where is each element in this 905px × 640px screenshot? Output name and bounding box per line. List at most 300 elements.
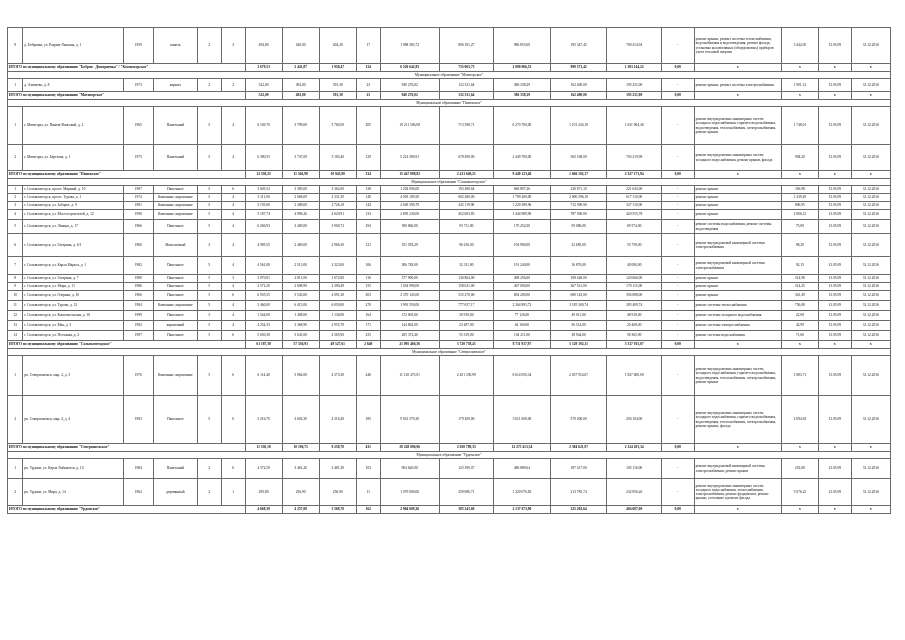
table-cell: - bbox=[661, 257, 694, 275]
table-cell: х bbox=[818, 341, 851, 349]
table-cell: ремонт системы водоснабжения bbox=[694, 331, 781, 341]
table-cell: 140 bbox=[356, 194, 380, 202]
table-cell: 787 300,00 bbox=[550, 210, 607, 220]
table-cell: 31.12.2016 bbox=[851, 301, 890, 311]
table-cell: - bbox=[661, 202, 694, 210]
table-cell: ремонт крыши bbox=[694, 202, 781, 210]
table-cell: 23 bbox=[356, 79, 380, 92]
table-cell: 5 187,74 bbox=[245, 210, 282, 220]
table-cell: 2 bbox=[8, 396, 23, 444]
table-cell: х bbox=[694, 444, 781, 452]
table-cell: 1992 bbox=[123, 321, 154, 331]
table-cell: г. Матигоры, ул. Пинеж-Вонгский, д. 2 bbox=[23, 107, 123, 145]
table-cell: 904 620,00 bbox=[380, 459, 439, 479]
table-cell: 5 bbox=[197, 321, 221, 331]
table-cell: 2 726,18 bbox=[319, 202, 356, 210]
table-cell: 55 319,00 bbox=[439, 331, 494, 341]
table-cell: 2 288,00 bbox=[282, 202, 319, 210]
table-cell: 3 720 738,41 bbox=[439, 341, 494, 349]
table-cell: 2 449 700,00 bbox=[494, 145, 551, 171]
table-cell: 666 897,26 bbox=[494, 186, 551, 194]
table-cell: 9 041 570,30 bbox=[380, 396, 439, 444]
table-cell: 3 bbox=[221, 275, 245, 283]
table-cell: 6 bbox=[221, 459, 245, 479]
table-cell: 5 460,00 bbox=[245, 301, 282, 311]
table-cell: 31.12.2016 bbox=[851, 291, 890, 301]
table-cell: 2 649 390,79 bbox=[380, 202, 439, 210]
table-cell: ремонт внутридомовых инженерных систем холодного водоснабжения, теплоснабжения, электроснабжения, ремонт фундамента, ремонт крыши, утепление и ремонт фасада bbox=[694, 479, 781, 506]
table-cell: 2 964 609,26 bbox=[380, 506, 439, 514]
table-cell: г. Сольвычегодск, ул. Мостостроителей, д. 12 bbox=[23, 210, 123, 220]
table-cell: ремонт системы холодного водоснабжения bbox=[694, 311, 781, 321]
table-row bbox=[8, 145, 891, 171]
table-cell: 3 185 300,74 bbox=[550, 301, 607, 311]
table-cell: 3 111,00 bbox=[245, 194, 282, 202]
table-cell: 8 711 937,97 bbox=[494, 341, 551, 349]
table-cell: 13.05.09 bbox=[818, 107, 851, 145]
table-cell: 162 400,00 bbox=[550, 79, 607, 92]
table-cell: 2 094,63 bbox=[781, 396, 818, 444]
table-cell: 306 748,00 bbox=[380, 257, 439, 275]
table-cell: 452 603,83 bbox=[439, 210, 494, 220]
table-cell: 385 243,60 bbox=[439, 506, 494, 514]
table-cell: 3 bbox=[221, 28, 245, 64]
table-cell: 23 487,00 bbox=[439, 321, 494, 331]
table-cell: 1984 bbox=[123, 459, 154, 479]
table-cell: Панельное bbox=[154, 396, 198, 444]
table-cell: 2 513,00 bbox=[282, 257, 319, 275]
table-cell: рп. Североонежск, мкр. 2, д. 3 bbox=[23, 356, 123, 396]
table-cell: 13.05.09 bbox=[818, 145, 851, 171]
table-cell: 195 231,00 bbox=[607, 79, 662, 92]
table-cell: 1 bbox=[8, 356, 23, 396]
table-cell: 1973 bbox=[123, 79, 154, 92]
table-cell: 4 565,90 bbox=[319, 331, 356, 341]
municipality-header-row bbox=[8, 349, 891, 356]
table-cell: 13.05.09 bbox=[818, 186, 851, 194]
table-cell: 155 bbox=[356, 283, 380, 291]
table-row bbox=[8, 257, 891, 275]
table-cell: 13.05.09 bbox=[818, 459, 851, 479]
table-cell: Панельное bbox=[154, 311, 198, 321]
table-cell: Панельное bbox=[154, 291, 198, 301]
table-cell: ремонт крыши, ремонт системы теплоснабжения, водоснабжения и водоотведения, ремонт фасада, установка коллективных (общедомовых) приборов учета тепловой энергии bbox=[694, 28, 781, 64]
table-cell: 5 bbox=[197, 257, 221, 275]
table-cell: 31.12.2016 bbox=[851, 186, 890, 194]
table-cell: Панельное bbox=[154, 331, 198, 341]
table-cell: 990 371,42 bbox=[550, 64, 607, 72]
table-cell: 49 527,61 bbox=[319, 341, 356, 349]
table-cell: - bbox=[661, 283, 694, 291]
table-cell: 31.12.2016 bbox=[851, 234, 890, 257]
table-cell: 42,99 bbox=[781, 321, 818, 331]
table-cell: 6 526 642,83 bbox=[380, 64, 439, 72]
table-cell: 12 bbox=[8, 311, 23, 321]
table-cell: 1 968 383,72 bbox=[380, 28, 439, 64]
table-cell: 1 991 550,00 bbox=[380, 301, 439, 311]
table-cell: х bbox=[694, 92, 781, 100]
table-cell: 31.12.2016 bbox=[851, 210, 890, 220]
table-cell: 2 966,30 bbox=[319, 234, 356, 257]
table-cell: 17 bbox=[356, 28, 380, 64]
municipality-title: Муниципальное образование "Сольвычегодское" bbox=[8, 179, 891, 186]
table-cell: 4 985,55 bbox=[245, 234, 282, 257]
table-cell: 5 214 589,91 bbox=[380, 145, 439, 171]
table-cell: 6 bbox=[221, 186, 245, 194]
table-cell: деревянный bbox=[154, 479, 198, 506]
table-cell: 194 900,00 bbox=[494, 234, 551, 257]
table-cell: 5 543,00 bbox=[282, 291, 319, 301]
table-cell: 53 758,00 bbox=[607, 234, 662, 257]
table-cell: 31.12.2016 bbox=[851, 275, 890, 283]
table-cell: 108 428,00 bbox=[550, 275, 607, 283]
table-cell: 121 bbox=[356, 234, 380, 257]
table-cell: 602 280,00 bbox=[439, 194, 494, 202]
table-cell: 6 bbox=[221, 291, 245, 301]
table-cell: 2 451 330,99 bbox=[439, 356, 494, 396]
table-cell: 162 bbox=[356, 506, 380, 514]
municipality-title: Муниципальное образование "Пинежское" bbox=[8, 100, 891, 107]
table-cell: 432 119,90 bbox=[439, 202, 494, 210]
total-row bbox=[8, 171, 891, 179]
table-row bbox=[8, 283, 891, 291]
table-cell: х bbox=[851, 341, 890, 349]
table-cell: 4 668,30 bbox=[245, 506, 282, 514]
table-cell: 21 095 466,36 bbox=[380, 341, 439, 349]
table-cell: д. Бобровка, ул. Разрыв-Линская, д. 1 bbox=[23, 28, 123, 64]
table-cell: 896 181,27 bbox=[439, 28, 494, 64]
table-row bbox=[8, 210, 891, 220]
table-cell: 5 747,09 bbox=[282, 145, 319, 171]
table-cell: 325 202,64 bbox=[550, 506, 607, 514]
table-cell: - bbox=[661, 210, 694, 220]
table-cell: 1 bbox=[8, 79, 23, 92]
table-cell: 61 187,38 bbox=[245, 341, 282, 349]
table-cell: 116 bbox=[356, 275, 380, 283]
total-label: ИТОГО по муниципальному образованию "Пинежское" bbox=[8, 171, 246, 179]
table-cell: рп. Урдома, ул. Карла Либкнехта, д. 10 bbox=[23, 459, 123, 479]
table-cell: 420 555,78 bbox=[607, 210, 662, 220]
table-cell: - bbox=[661, 275, 694, 283]
table-cell: 14 bbox=[8, 331, 23, 341]
table-cell: 386 338,29 bbox=[494, 79, 551, 92]
table-cell: 12 550,25 bbox=[245, 171, 282, 179]
table-cell: 187 417,00 bbox=[550, 459, 607, 479]
table-cell: 6 114,40 bbox=[245, 356, 282, 396]
table-cell: - bbox=[661, 479, 694, 506]
table-cell: 256,90 bbox=[282, 479, 319, 506]
table-cell: 294 bbox=[356, 220, 380, 234]
table-cell: 404 687,00 bbox=[607, 506, 662, 514]
table-cell: 2 441,87 bbox=[282, 64, 319, 72]
table-cell: 1997 bbox=[123, 186, 154, 194]
table-cell: 1959 bbox=[123, 28, 154, 64]
table-cell: 5 799,69 bbox=[282, 107, 319, 145]
table-cell: 1 101 434,10 bbox=[550, 107, 607, 145]
table-cell: 3 461,20 bbox=[282, 459, 319, 479]
table-cell: 172 003,00 bbox=[380, 311, 439, 321]
table-cell: 1966 bbox=[123, 220, 154, 234]
table-cell: 5 bbox=[197, 186, 221, 194]
table-cell: 2 364 893,72 bbox=[494, 301, 551, 311]
table-cell: г. Сольвычегодск, ул. Гагарина, д. 6/1 bbox=[23, 234, 123, 257]
table-cell: 334 bbox=[356, 171, 380, 179]
table-cell: 1 202 094,00 bbox=[380, 186, 439, 194]
table-cell: 1982 bbox=[123, 257, 154, 275]
table-cell: 5 bbox=[197, 283, 221, 291]
table-cell: ремонт крыши bbox=[694, 283, 781, 291]
table-cell: х bbox=[851, 506, 890, 514]
municipality-header-row bbox=[8, 72, 891, 79]
table-cell: 4 bbox=[221, 107, 245, 145]
housing-repair-table bbox=[7, 27, 891, 514]
table-cell: 179 209,00 bbox=[439, 396, 494, 444]
table-cell: 1974 bbox=[123, 194, 154, 202]
table-cell: 6 169,70 bbox=[245, 107, 282, 145]
table-cell: 6 bbox=[8, 234, 23, 257]
total-label: ИТОГО по муниципальному образованию "Североонежское" bbox=[8, 444, 246, 452]
table-cell: - bbox=[661, 301, 694, 311]
table-cell: х bbox=[781, 92, 818, 100]
table-cell: 5 bbox=[197, 107, 221, 145]
table-row bbox=[8, 79, 891, 92]
table-cell: 31.12.2016 bbox=[851, 220, 890, 234]
table-cell: 13.05.09 bbox=[818, 79, 851, 92]
table-cell: 138 bbox=[356, 186, 380, 194]
table-cell: 9 bbox=[8, 28, 23, 64]
table-cell: 420,00 bbox=[282, 28, 319, 64]
table-cell: 1981 bbox=[123, 202, 154, 210]
table-cell: 2 bbox=[197, 479, 221, 506]
table-cell: панель bbox=[154, 28, 198, 64]
table-cell: 1 631 964,40 bbox=[607, 107, 662, 145]
table-cell: 48 910,00 bbox=[607, 311, 662, 321]
table-cell: ремонт внутридомовых инженерных систем холодного водоснабжения, горячего водоснабжения, водоотведения, теплоснабжения, электроснабжения, ремонт крыши bbox=[694, 107, 781, 145]
table-cell: 22,69 bbox=[781, 311, 818, 321]
table-cell: 1 320 076,83 bbox=[494, 479, 551, 506]
table-cell: 20 408,00 bbox=[607, 321, 662, 331]
table-cell: - bbox=[661, 356, 694, 396]
table-cell: 5 216,70 bbox=[245, 396, 282, 444]
table-cell: 92,15 bbox=[781, 257, 818, 275]
table-row bbox=[8, 234, 891, 257]
table-cell: 2 080 066,51 bbox=[494, 64, 551, 72]
table-row bbox=[8, 479, 891, 506]
table-cell: Панельное bbox=[154, 257, 198, 275]
table-cell: 5 bbox=[8, 220, 23, 234]
table-cell: 11 bbox=[8, 301, 23, 311]
table-cell: 4 bbox=[221, 321, 245, 331]
table-cell: 13.05.09 bbox=[818, 331, 851, 341]
table-cell: 2 bbox=[221, 79, 245, 92]
table-cell: г. Сольвычегодск, ул. Карла Маркса, д. 1 bbox=[23, 257, 123, 275]
table-cell: 12 275 413,34 bbox=[494, 444, 551, 452]
table-cell: - bbox=[661, 220, 694, 234]
table-cell: 1999 bbox=[123, 311, 154, 321]
table-cell: 49 011,00 bbox=[550, 311, 607, 321]
table-cell: х bbox=[694, 64, 781, 72]
table-cell: х bbox=[781, 64, 818, 72]
table-cell: - bbox=[661, 459, 694, 479]
table-cell: - bbox=[661, 145, 694, 171]
table-cell: 986 855,00 bbox=[494, 28, 551, 64]
table-cell: 5 650,38 bbox=[245, 331, 282, 341]
table-cell: 2 811,00 bbox=[282, 275, 319, 283]
table-cell: 195 231,00 bbox=[607, 92, 662, 100]
table-cell: 4 316,40 bbox=[319, 396, 356, 444]
table-cell: х bbox=[818, 444, 851, 452]
table-cell: 2 323,00 bbox=[319, 257, 356, 275]
table-cell: 1 283 144,22 bbox=[607, 64, 662, 72]
table-cell: 96 250,00 bbox=[439, 234, 494, 257]
table-cell: ремонт крыши bbox=[694, 194, 781, 202]
table-cell: 1 408,00 bbox=[282, 311, 319, 321]
total-row bbox=[8, 341, 891, 349]
total-row bbox=[8, 92, 891, 100]
table-cell: 6 270 700,00 bbox=[494, 107, 551, 145]
table-cell: 2 137 673,90 bbox=[494, 506, 551, 514]
table-cell: г. Сольвычегодск, просп. Турова, д. 1 bbox=[23, 194, 123, 202]
table-cell: 713 398,71 bbox=[439, 107, 494, 145]
table-cell: 193 280,64 bbox=[439, 186, 494, 194]
table-cell: г. Матигоры, ул. Березова, д. 1 bbox=[23, 145, 123, 171]
table-cell: 1966 bbox=[123, 291, 154, 301]
table-cell: 327 110,00 bbox=[607, 202, 662, 210]
table-cell: 2 679,53 bbox=[245, 64, 282, 72]
table-cell: 185 bbox=[356, 396, 380, 444]
table-cell: 170 115,00 bbox=[607, 283, 662, 291]
table-cell: 31.12.2016 bbox=[851, 145, 890, 171]
table-cell: 9 bbox=[8, 283, 23, 291]
table-cell: 703 219,98 bbox=[607, 145, 662, 171]
table-cell: ремонт системы электроснабжения bbox=[694, 321, 781, 331]
table-cell: 565 168,00 bbox=[550, 145, 607, 171]
table-cell: 158 021,00 bbox=[439, 283, 494, 291]
table-cell: 31.12.2016 bbox=[851, 311, 890, 321]
table-cell: 2 331,50 bbox=[319, 194, 356, 202]
table-cell: х bbox=[818, 506, 851, 514]
table-cell: 3 481,30 bbox=[319, 459, 356, 479]
table-cell: 32 685,00 bbox=[550, 234, 607, 257]
table-cell: 3 bbox=[197, 311, 221, 321]
table-cell: 31.12.2016 bbox=[851, 331, 890, 341]
municipality-header-row bbox=[8, 179, 891, 186]
table-cell: Панельный bbox=[154, 459, 198, 479]
table-cell: 1 220 389,96 bbox=[494, 202, 551, 210]
table-cell: 2 bbox=[197, 79, 221, 92]
table-cell: 5 bbox=[197, 202, 221, 210]
table-cell: 93 711,00 bbox=[439, 220, 494, 234]
table-cell: 120 666,00 bbox=[607, 275, 662, 283]
table-cell: 255 bbox=[356, 331, 380, 341]
table-cell: ремонт внутридомовой инженерной системы электроснабжения bbox=[694, 257, 781, 275]
table-cell: х bbox=[851, 171, 890, 179]
table-cell: 13 bbox=[8, 321, 23, 331]
table-cell: 431 bbox=[356, 444, 380, 452]
table-cell: 1 bbox=[8, 107, 23, 145]
table-cell: ремонт внутридомовой инженерной системы электроснабжения bbox=[694, 234, 781, 257]
table-cell: 20 228 006,96 bbox=[380, 444, 439, 452]
table-cell: 144 bbox=[356, 202, 380, 210]
table-cell: 6 bbox=[221, 356, 245, 396]
municipality-title: Муниципальное образование "Урдомское" bbox=[8, 452, 891, 459]
table-cell: 31.12.2016 bbox=[851, 356, 890, 396]
table-cell: х bbox=[851, 64, 890, 72]
table-cell: 98,20 bbox=[781, 234, 818, 257]
table-row bbox=[8, 459, 891, 479]
table-row bbox=[8, 186, 891, 194]
table-cell: 2 000 296,10 bbox=[550, 194, 607, 202]
table-cell: 1 799 200,00 bbox=[494, 194, 551, 202]
table-cell: х bbox=[818, 92, 851, 100]
table-cell: - bbox=[661, 396, 694, 444]
table-cell: 191 240,00 bbox=[494, 257, 551, 275]
table-cell: - bbox=[661, 28, 694, 64]
table-cell: 11 130 475,01 bbox=[380, 356, 439, 396]
table-cell: 0,00 bbox=[661, 444, 694, 452]
table-cell: ремонт крыши bbox=[694, 210, 781, 220]
table-cell: 103 bbox=[356, 459, 380, 479]
table-cell: 40 000,00 bbox=[607, 257, 662, 275]
table-cell: 170 252,00 bbox=[494, 220, 551, 234]
table-cell: - bbox=[661, 291, 694, 301]
table-cell: 6 050,00 bbox=[319, 301, 356, 311]
table-cell: 804 200,00 bbox=[494, 291, 551, 301]
table-cell: 391,30 bbox=[319, 92, 356, 100]
table-cell: 13.05.09 bbox=[818, 321, 851, 331]
table-cell: 213 785,74 bbox=[550, 479, 607, 506]
table-cell: 11 330,10 bbox=[245, 444, 282, 452]
table-cell: 2 bbox=[197, 459, 221, 479]
table-cell: 13.05.09 bbox=[818, 234, 851, 257]
table-cell: 367 521,00 bbox=[550, 283, 607, 291]
table-cell: г. Сольвычегодск, ул. Гагарина, д. 7 bbox=[23, 275, 123, 283]
table-cell: 2 370 145,00 bbox=[380, 291, 439, 301]
table-cell: 3 385,00 bbox=[282, 186, 319, 194]
table-cell: 6 614 050,34 bbox=[494, 356, 551, 396]
table-body bbox=[8, 28, 891, 514]
table-cell: 13.05.09 bbox=[818, 220, 851, 234]
table-cell: 700 414,94 bbox=[607, 28, 662, 64]
table-cell: 4 bbox=[221, 220, 245, 234]
table-cell: 2 469,00 bbox=[282, 234, 319, 257]
table-cell: 940 276,02 bbox=[380, 79, 439, 92]
table-cell: 171 bbox=[356, 321, 380, 331]
table-cell: 0,00 bbox=[661, 64, 694, 72]
table-cell: 2 037 914,67 bbox=[550, 356, 607, 396]
table-cell: 678 490,00 bbox=[439, 145, 494, 171]
table-cell: 132 331,64 bbox=[439, 79, 494, 92]
table-cell: 1 883,71 bbox=[781, 356, 818, 396]
table-cell: 6 266,93 bbox=[245, 220, 282, 234]
table-cell: 5 bbox=[197, 291, 221, 301]
table-cell: 0,00 bbox=[661, 171, 694, 179]
table-cell: 4 373,30 bbox=[319, 356, 356, 396]
table-cell: 1975 bbox=[123, 145, 154, 171]
table-cell: 4 602,30 bbox=[282, 396, 319, 444]
table-cell: 3 368,90 bbox=[282, 321, 319, 331]
table-cell: 69 574,00 bbox=[607, 220, 662, 234]
table-row bbox=[8, 194, 891, 202]
table-cell: 57 336,93 bbox=[282, 341, 319, 349]
table-cell: 492,00 bbox=[282, 92, 319, 100]
table-cell: ремонт внутридомовых инженерных систем холодного водоснабжения, ремонт крыши, фасада bbox=[694, 145, 781, 171]
table-cell: 6 380,55 bbox=[245, 145, 282, 171]
table-cell: х bbox=[851, 444, 890, 452]
table-cell: 64 160,00 bbox=[494, 321, 551, 331]
table-cell: - bbox=[661, 234, 694, 257]
table-cell: 13.05.09 bbox=[818, 257, 851, 275]
